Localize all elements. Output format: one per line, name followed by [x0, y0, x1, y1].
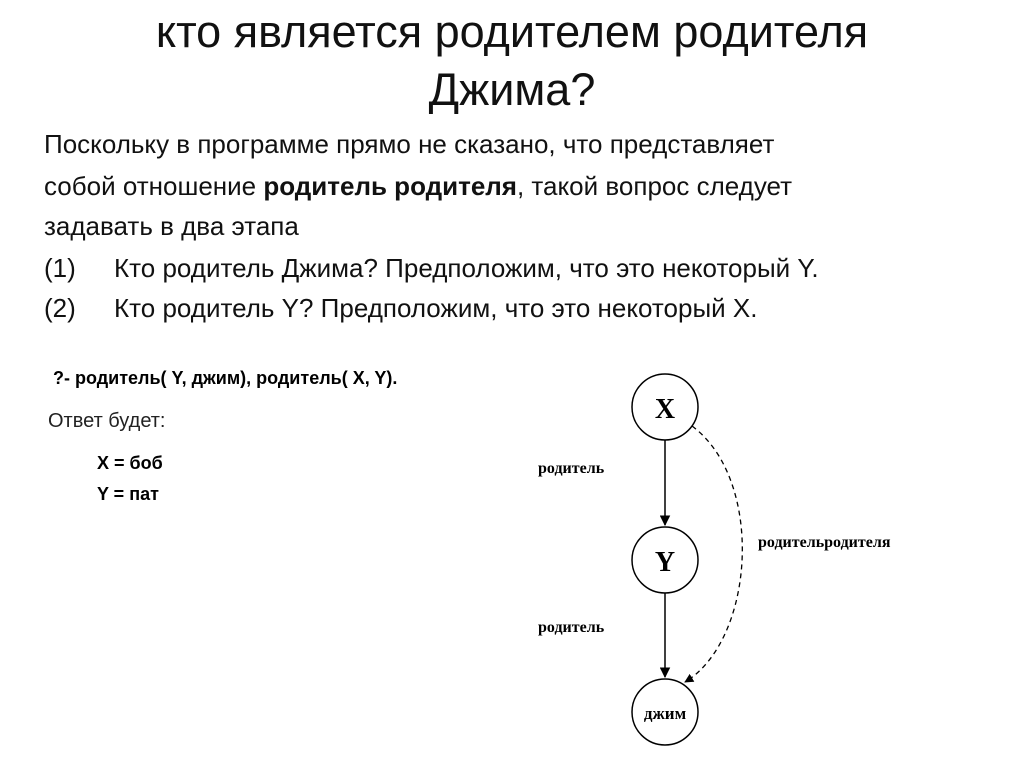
answer-label: Ответ будет: [48, 410, 166, 432]
node-y-label: Y [654, 547, 676, 578]
step-2-number: (2) [44, 293, 76, 323]
intro-line-2 [44, 170, 792, 203]
prolog-query: ?- родитель( Y, джим), родитель( X, Y). [53, 368, 398, 388]
step-2 [44, 292, 757, 325]
intro-line-1: Поскольку в программе прямо не сказано, что представляет [44, 129, 775, 159]
intro-line-3: задавать в два этапа [44, 211, 299, 241]
slide-title-line-2: Джима? [428, 64, 596, 115]
step-1-number: (1) [44, 253, 76, 283]
intro-line-2-start: собой отношение [44, 171, 264, 201]
edge-label-parent-bottom: родитель [538, 619, 605, 636]
step-1-text: Кто родитель Джима? Предположим, что это некоторый Y. [114, 253, 819, 283]
step-2-text: Кто родитель Y? Предположим, что это некоторый X. [114, 293, 758, 323]
node-jim [632, 679, 698, 745]
edge-label-parent-top: родитель [538, 460, 605, 477]
node-jim-label: джим [643, 704, 687, 723]
node-y [632, 527, 698, 593]
node-x [632, 374, 698, 440]
slide-title-line-1: кто является родителем родителя [155, 6, 869, 57]
answer-y: Y = пат [97, 484, 159, 504]
edge-label-grandparent: родительродителя [758, 534, 891, 551]
answer-x: X = боб [97, 453, 163, 473]
node-x-label: X [654, 394, 676, 425]
intro-line-2-end: , такой вопрос следует [516, 171, 793, 201]
intro-emphasis: родитель родителя [263, 171, 517, 201]
step-1 [44, 252, 819, 285]
relation-diagram [520, 360, 1000, 760]
